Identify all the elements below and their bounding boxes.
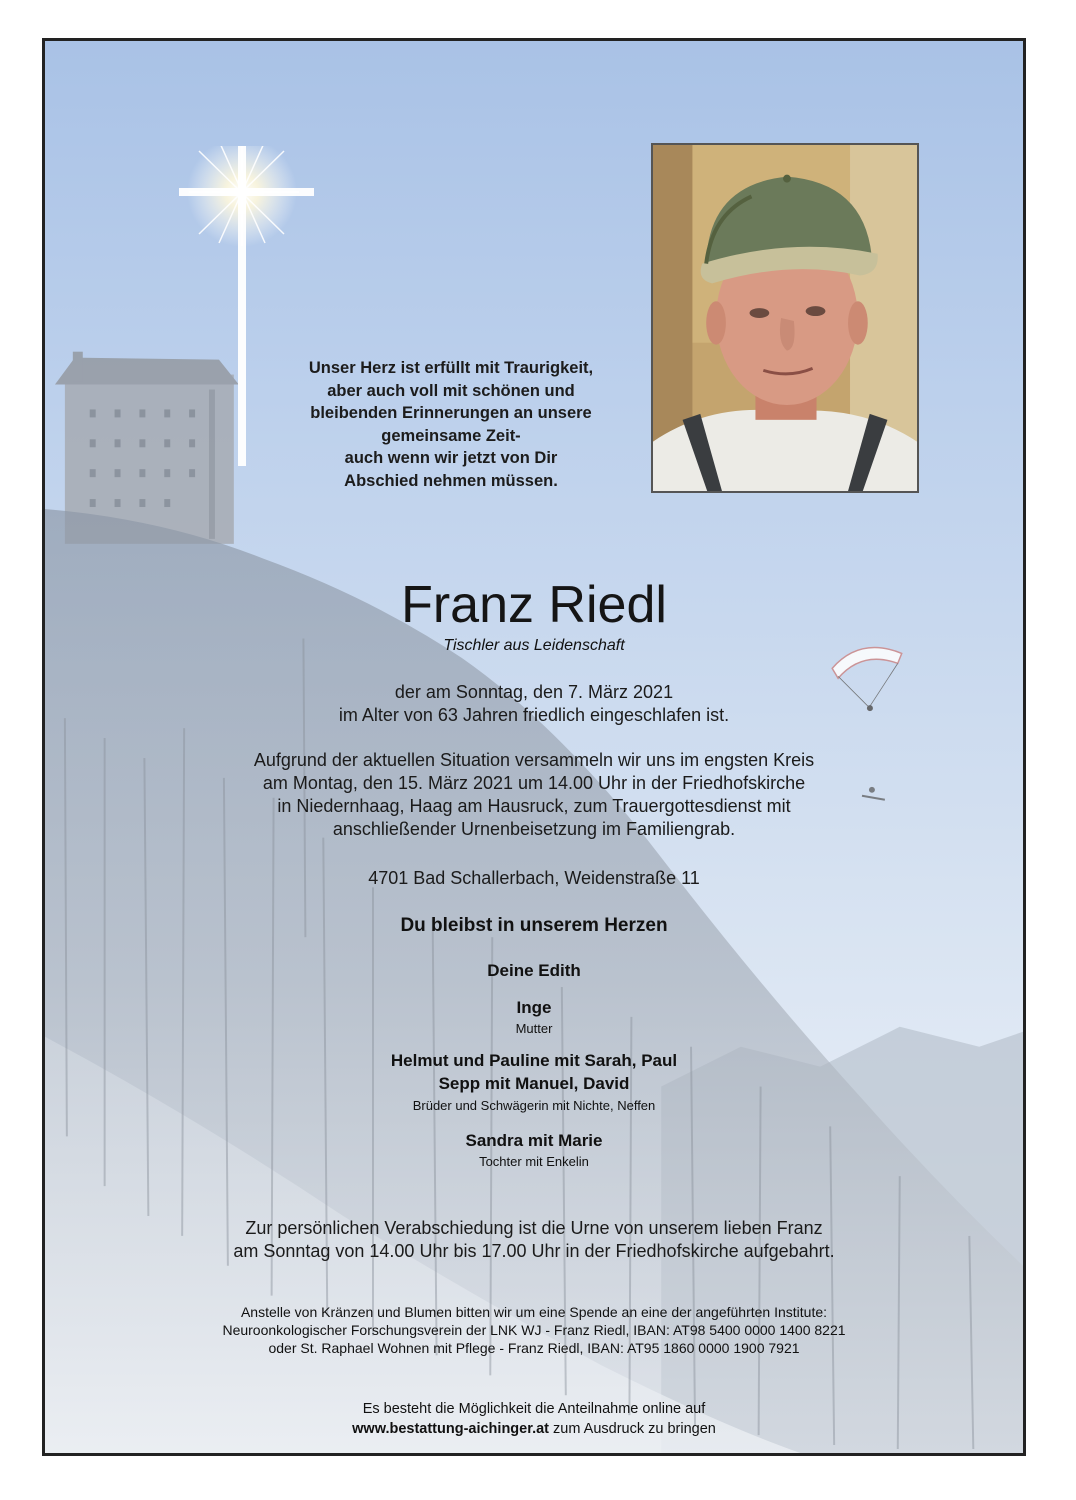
website-link[interactable]: www.bestattung-aichinger.at <box>352 1421 549 1437</box>
donation-line: oder St. Raphael Wohnen mit Pflege - Franz Riedl, IBAN: AT95 1860 0000 1900 7921 <box>268 1340 800 1356</box>
death-notice <box>45 681 1023 727</box>
motto: Du bleibst in unserem Herzen <box>400 915 668 936</box>
deceased-name: Franz Riedl <box>401 576 667 634</box>
viewing-line: am Sonntag von 14.00 Uhr bis 17.00 Uhr in der Friedhofskirche aufgebahrt. <box>233 1241 835 1261</box>
poem-line: auch wenn wir jetzt von Dir <box>344 449 558 467</box>
poem-line: bleibenden Erinnerungen an unsere <box>310 404 592 422</box>
donation-line: Neuroonkologischer Forschungsverein der LNK WJ - Franz Riedl, IBAN: AT98 5400 0000 1400 8221 <box>222 1322 846 1338</box>
ceremony-text <box>45 749 1023 841</box>
viewing-notice <box>45 1217 1023 1263</box>
poem-line: gemeinsame Zeit- <box>381 426 521 445</box>
poem <box>265 357 637 492</box>
family-sandra: Sandra mit Marie <box>465 1131 603 1150</box>
online-line: Es besteht die Möglichkeit die Anteilnahme online auf <box>362 1401 706 1417</box>
death-notice-line: im Alter von 63 Jahren friedlich eingeschlafen ist. <box>338 705 730 725</box>
poem-line: aber auch voll mit schönen und <box>327 381 575 400</box>
death-notice-line: der am Sonntag, den 7. März 2021 <box>394 682 674 702</box>
online-line-2 <box>45 1419 1023 1439</box>
deceased-subtitle: Tischler aus Leidenschaft <box>443 637 625 654</box>
poem-line: Abschied nehmen müssen. <box>344 471 558 490</box>
poem-line: Unser Herz ist erfüllt mit Traurigkeit, <box>308 359 594 377</box>
family-brothers-relation: Brüder und Schwägerin mit Nichte, Neffen <box>412 1098 656 1113</box>
obituary-card <box>42 38 1026 1456</box>
family-brothers-line: Helmut und Pauline mit Sarah, Paul <box>390 1051 678 1070</box>
ceremony-line: am Montag, den 15. März 2021 um 14.00 Uhr in der Friedhofskirche <box>262 773 806 793</box>
donation-notice <box>45 1303 1023 1357</box>
family-inge: Inge <box>516 998 552 1017</box>
family-edith: Deine Edith <box>487 961 581 980</box>
family-inge-relation: Mutter <box>515 1021 553 1036</box>
family-brothers-line: Sepp mit Manuel, David <box>438 1074 630 1093</box>
ceremony-line: in Niedernhaag, Haag am Hausruck, zum Trauergottesdienst mit <box>277 796 791 816</box>
family-sandra-relation: Tochter mit Enkelin <box>479 1154 589 1169</box>
online-line-rest: zum Ausdruck zu bringen <box>549 1421 716 1437</box>
address: 4701 Bad Schallerbach, Weidenstraße 11 <box>368 868 700 888</box>
viewing-line: Zur persönlichen Verabschiedung ist die Urne von unserem lieben Franz <box>245 1218 823 1238</box>
online-condolence <box>45 1399 1023 1439</box>
portrait-photo <box>651 143 919 493</box>
ceremony-line: anschließender Urnenbeisetzung im Familiengrab. <box>332 819 736 839</box>
family-brothers <box>45 1049 1023 1095</box>
ceremony-line: Aufgrund der aktuellen Situation versammeln wir uns im engsten Kreis <box>253 750 815 770</box>
donation-line: Anstelle von Kränzen und Blumen bitten wir um eine Spende an eine der angeführten Institute: <box>240 1304 828 1320</box>
